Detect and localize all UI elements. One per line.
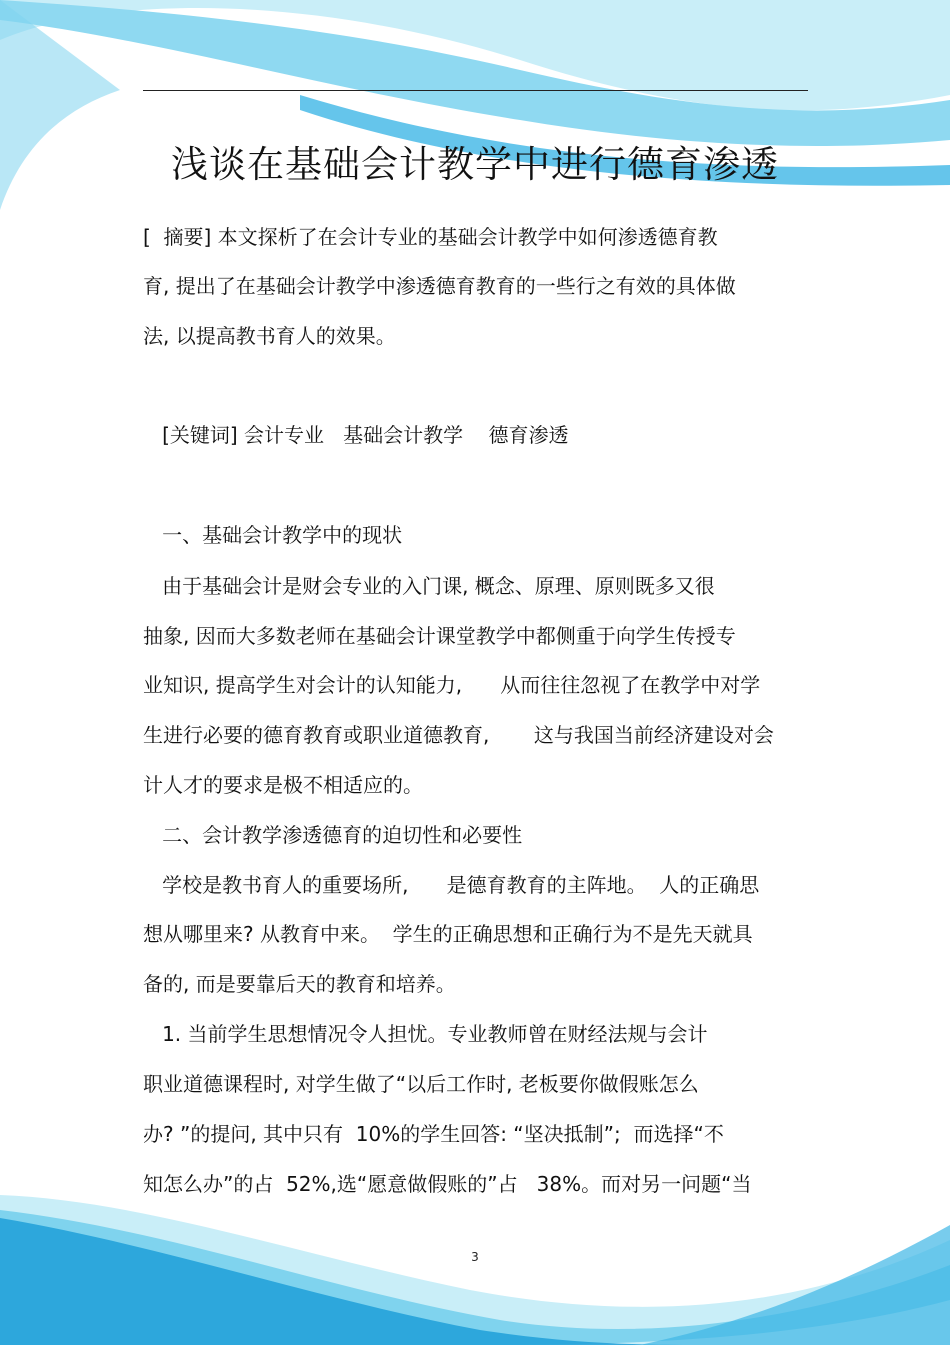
text-line: 计人才的要求是极不相适应的。: [143, 773, 423, 797]
text-line: 办? ”的提问, 其中只有 10%的学生回答: “坚决抵制”; 而选择“不: [143, 1122, 724, 1146]
text-line: 抽象, 因而大多数老师在基础会计课堂教学中都侧重于向学生传授专: [143, 624, 736, 648]
text-line: [ 摘要] 本文探析了在会计专业的基础会计教学中如何渗透德育教: [143, 225, 718, 249]
page-title: 浅谈在基础会计教学中进行德育渗透: [171, 143, 779, 186]
page-number: 3: [471, 1250, 479, 1264]
text-line: 想从哪里来? 从教育中来。 学生的正确思想和正确行为不是先天就具: [143, 922, 753, 946]
text-line: 法, 以提高教书育人的效果。: [143, 324, 396, 348]
text-line: 业知识, 提高学生对会计的认知能力, 从而往往忽视了在教学中对学: [143, 673, 761, 697]
header-rule: [143, 90, 808, 91]
section-heading: 一、基础会计教学中的现状: [143, 523, 403, 547]
section-heading: 二、会计教学渗透德育的迫切性和必要性: [143, 823, 523, 847]
text-line: 1. 当前学生思想情况令人担忧。专业教师曾在财经法规与会计: [143, 1022, 708, 1046]
text-line: 由于基础会计是财会专业的入门课, 概念、原理、原则既多又很: [143, 574, 715, 598]
text-line: 学校是教书育人的重要场所, 是德育教育的主阵地。 人的正确思: [143, 873, 760, 897]
text-line: 备的, 而是要靠后天的教育和培养。: [143, 972, 456, 996]
text-line: 生进行必要的德育教育或职业道德教育, 这与我国当前经济建设对会: [143, 723, 774, 747]
text-line: 育, 提出了在基础会计教学中渗透德育教育的一些行之有效的具体做: [143, 274, 736, 298]
text-line: 知怎么办”的占 52%,选“愿意做假账的”占 38%。而对另一问题“当: [143, 1172, 752, 1196]
keywords-line: [关键词] 会计专业 基础会计教学 德育渗透: [143, 423, 569, 447]
text-line: 职业道德课程时, 对学生做了“以后工作时, 老板要你做假账怎么: [143, 1072, 699, 1096]
